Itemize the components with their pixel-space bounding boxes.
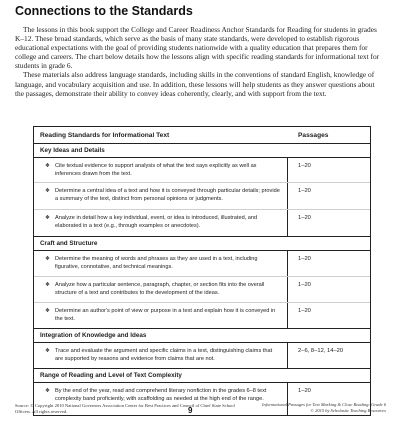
publisher-credit [256, 402, 386, 414]
standard-text: By the end of the year, read and comprehend literary nonfiction in the grades 6–8 text complexity band proficiently, with scaffolding as needed at the high end of the range. [55, 388, 267, 403]
diamond-bullet-icon: ❖ [45, 256, 51, 262]
standard-text: Determine the meaning of words and phrases as they are used in a text, including figurative, connotative, and technical meanings. [55, 256, 258, 271]
passages-cell: 1–20 [287, 303, 370, 328]
table-header [34, 127, 370, 144]
passages-cell: 1–20 [287, 251, 370, 276]
diamond-bullet-icon: ❖ [45, 348, 51, 354]
section-heading: Integration of Knowledge and Ideas [34, 329, 370, 343]
section-heading: Range of Reading and Level of Text Complexity [34, 369, 370, 383]
standards-column-header: Reading Standards for Informational Text [40, 131, 170, 139]
page-number: 9 [188, 406, 193, 415]
passages-cell: 2–6, 8–12, 14–20 [287, 343, 370, 368]
table-row [34, 210, 370, 237]
diamond-bullet-icon: ❖ [45, 215, 51, 221]
table-row [34, 277, 370, 303]
diamond-bullet-icon: ❖ [45, 163, 51, 169]
intro-paragraph-2: These materials also address language standards, including skills in the conventions of standard English, knowledge of language, and vocabulary acquisition and use. In addition, these lessons will help students as they answer questions about the passages, demonstrate their ability to convey ideas coherently, clearly, and with support from the text. [15, 70, 375, 98]
passages-cell: 1–20 [287, 183, 370, 209]
table-row [34, 251, 370, 277]
diamond-bullet-icon: ❖ [45, 188, 51, 194]
credit-line-2: © 2015 by Scholastic Teaching Resources [310, 408, 386, 413]
standard-text: Analyze how a particular sentence, paragraph, chapter, or section fits into the overall structure of a text and contributes to the development of the ideas. [55, 282, 265, 297]
standard-text: Determine a central idea of a text and how it is conveyed through particular details; provide a summary of the text, distinct from personal opinions or judgments. [55, 188, 280, 203]
table-row [34, 343, 370, 369]
page-title: Connections to the Standards [15, 4, 193, 18]
standard-text: Determine an author's point of view or purpose in a text and explain how it is conveyed in the text. [55, 308, 276, 323]
intro-text [15, 25, 385, 98]
diamond-bullet-icon: ❖ [45, 308, 51, 314]
diamond-bullet-icon: ❖ [45, 388, 51, 394]
source-citation: Source: © Copyright 2010 National Governors Association Center for Best Practices and Council of Chief State School Officers. All rights reserved. [15, 403, 235, 414]
passages-cell: 1–20 [287, 277, 370, 302]
section-heading: Craft and Structure [34, 237, 370, 251]
table-row [34, 303, 370, 329]
standard-text: Cite textual evidence to support analysis of what the text says explicitly as well as inferences drawn from the text. [55, 163, 257, 178]
standards-table [33, 126, 371, 416]
credit-line-1: Informational Passages for Text Marking & Close Reading: Grade 6 [262, 402, 386, 407]
diamond-bullet-icon: ❖ [45, 282, 51, 288]
passages-column-header: Passages [298, 131, 329, 139]
standard-text: Analyze in detail how a key individual, event, or idea is introduced, illustrated, and elaborated in a text (e.g., through examples or anecdotes). [55, 215, 258, 230]
standard-text: Trace and evaluate the argument and specific claims in a text, distinguishing claims that are supported by reasons and evidence from claims that are not. [55, 348, 273, 363]
intro-paragraph-1: The lessons in this book support the College and Career Readiness Anchor Standards for Reading for students in grades K–12. These broad standards, which serve as the basis of many state standards, were developed to establish rigorous educational expectations with the goal of providing students nationwide with a quality education that prepares them for college and careers. The chart below details how the lessons align with specific reading standards for informational text for students in grade 6. [15, 25, 380, 71]
table-row [34, 158, 370, 183]
passages-cell: 1–20 [287, 210, 370, 236]
table-row [34, 183, 370, 210]
passages-cell: 1–20 [287, 383, 370, 415]
section-heading: Key Ideas and Details [34, 144, 370, 158]
passages-cell: 1–20 [287, 158, 370, 182]
